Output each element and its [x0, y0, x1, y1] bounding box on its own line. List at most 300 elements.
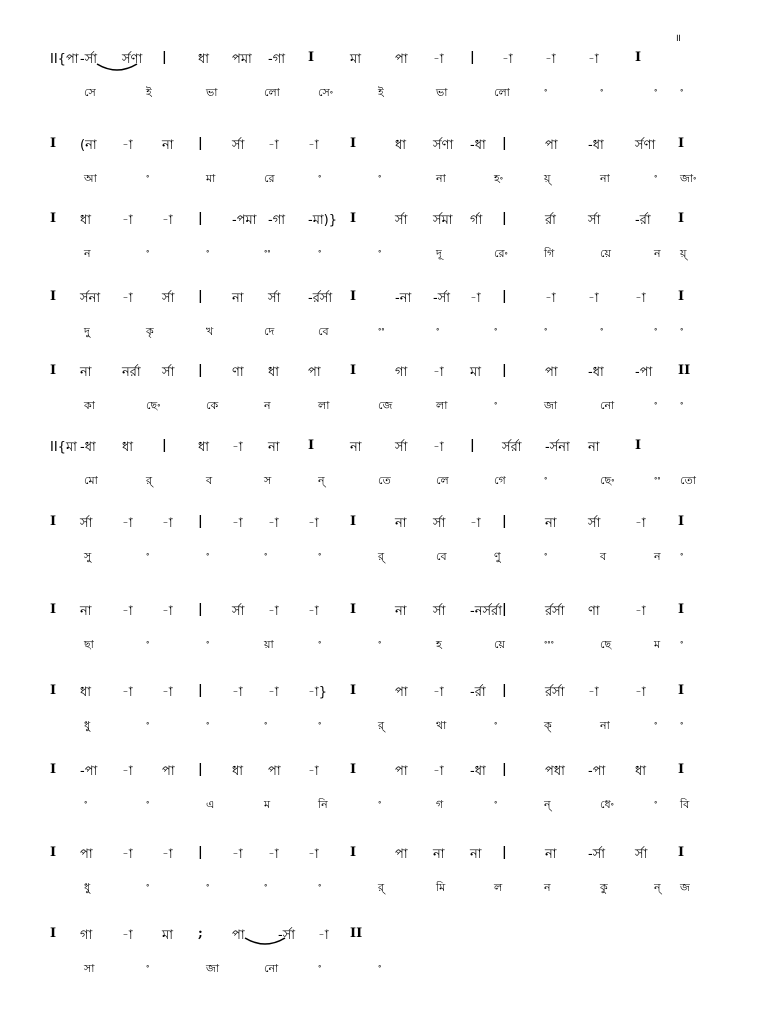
bar-line: I [350, 136, 357, 151]
lyric-syllable: নো [264, 962, 279, 975]
bar-line: | [502, 845, 507, 860]
lyric-syllable: ভা [436, 86, 448, 99]
lyric-syllable: মা [206, 172, 216, 185]
lyric-syllable: ন্ [544, 798, 551, 811]
note: পমা [232, 52, 252, 67]
note: -র্সা [278, 928, 296, 943]
lyric-syllable: ৽ [680, 397, 684, 410]
lyric-syllable: ৽ [600, 323, 604, 336]
notes-line [50, 926, 720, 948]
bar-line: | [198, 211, 203, 226]
note: না [545, 847, 557, 862]
bar-line: II [350, 926, 363, 941]
bar-line: | [502, 211, 507, 226]
lyrics-line [50, 879, 720, 901]
note: -া [122, 847, 133, 862]
notes-line [50, 211, 720, 233]
note: -া [122, 604, 133, 619]
lyric-syllable: জে [378, 399, 393, 412]
lyric-syllable: ৽৽৽ [544, 636, 554, 649]
note: II{পা [50, 52, 79, 67]
bar-line: I [635, 50, 642, 65]
note: -ধা [588, 138, 604, 153]
lyric-syllable: গ [436, 798, 444, 811]
note: -া [635, 685, 646, 700]
bar-line: I [350, 683, 357, 698]
lyric-syllable: ৽ [206, 245, 210, 258]
note: -মা)} [308, 213, 338, 228]
lyric-syllable: ৽ [146, 717, 150, 730]
note: -া [162, 847, 173, 862]
note: -পা [588, 764, 606, 779]
note: -া [122, 291, 133, 306]
lyric-syllable: ৽ [318, 548, 322, 561]
note: -া [318, 928, 329, 943]
bar-line: I [350, 363, 357, 378]
lyric-syllable: ৽ [600, 84, 604, 97]
note: না [588, 440, 600, 455]
note: পা [395, 847, 408, 862]
lyric-syllable: ছে [600, 638, 612, 651]
bar-line: I [50, 845, 57, 860]
lyric-syllable: ৽ [544, 548, 548, 561]
lyric-syllable: খ [206, 325, 214, 338]
lyric-syllable: র্ [378, 881, 385, 894]
lyric-syllable: দূ [436, 247, 442, 260]
slur-mark [244, 936, 286, 950]
note: -গা [268, 213, 285, 228]
bar-line: I [50, 602, 57, 617]
lyric-syllable: লো [264, 86, 280, 99]
bar-line: I [678, 514, 685, 529]
note: র্সা [232, 138, 245, 153]
lyric-syllable: ৽ [264, 879, 268, 892]
note: র্রর্সা [545, 604, 565, 619]
note: ণা [232, 365, 244, 380]
bar-line: | [198, 762, 203, 777]
lyric-syllable: ৽ [318, 960, 322, 973]
lyric-syllable: ম [654, 638, 661, 651]
note: পা [395, 685, 408, 700]
note: -র্রা [470, 685, 486, 700]
lyric-syllable: ৽ [544, 84, 548, 97]
notes-line [50, 602, 720, 624]
lyrics-line [50, 960, 720, 982]
lyric-syllable: ৽ [318, 636, 322, 649]
note: না [80, 365, 92, 380]
lyrics-line [50, 548, 720, 570]
note: -র্রর্সা [308, 291, 333, 306]
note: -া [162, 213, 173, 228]
note: পা [395, 52, 408, 67]
note: -র্সা [433, 291, 451, 306]
lyric-syllable: রে [264, 172, 275, 185]
lyric-syllable: ৽ [206, 717, 210, 730]
bar-line: I [50, 211, 57, 226]
lyric-syllable: ৽ [146, 170, 150, 183]
lyric-syllable: ৽ [680, 84, 684, 97]
note: ধা [232, 764, 244, 779]
note: পা [232, 928, 245, 943]
note: ধা [80, 213, 92, 228]
note: -া [308, 847, 319, 862]
lyric-syllable: সে৽ [318, 86, 334, 99]
note: -া [433, 764, 444, 779]
lyric-syllable: কা [84, 399, 95, 412]
notes-line [50, 762, 720, 784]
note: না [232, 291, 244, 306]
lyric-syllable: গি [544, 247, 555, 260]
note: র্সা [395, 213, 408, 228]
note: -না [395, 291, 412, 306]
lyric-syllable: কৃ [146, 325, 154, 338]
lyric-syllable: ৽৽ [378, 323, 385, 336]
note: -র্রা [635, 213, 651, 228]
note: র্সা [232, 604, 245, 619]
bar-line: | [198, 602, 203, 617]
note: -ধা [470, 138, 486, 153]
lyric-syllable: নো [600, 399, 615, 412]
lyric-syllable: সু [84, 550, 92, 563]
bar-line: | [198, 289, 203, 304]
lyric-syllable: ৽ [206, 636, 210, 649]
lyric-syllable: ৽৽ [264, 245, 271, 258]
lyric-syllable: ৽৽ [654, 472, 661, 485]
note: না [395, 604, 407, 619]
bar-line: I [308, 50, 315, 65]
lyric-syllable: হ৽ [494, 172, 504, 185]
lyric-syllable: ন্ [318, 474, 325, 487]
note: -া [433, 685, 444, 700]
bar-line: | [198, 514, 203, 529]
lyric-syllable: ন [264, 399, 271, 412]
bar-line: I [50, 926, 57, 941]
note: পা [80, 847, 93, 862]
note: -া [232, 440, 243, 455]
lyric-syllable: ৽ [654, 170, 658, 183]
note: -া [470, 291, 481, 306]
note: র্রা [545, 213, 556, 228]
notes-line [50, 289, 720, 311]
bar-line: | [470, 50, 475, 65]
lyric-syllable: ম [264, 798, 271, 811]
lyric-syllable: ৽ [378, 245, 382, 258]
lyric-syllable: আ [84, 172, 97, 185]
note: -া [122, 685, 133, 700]
note: -া [162, 604, 173, 619]
note: মা [470, 365, 481, 380]
note: -া} [308, 685, 327, 700]
note: -া [268, 516, 279, 531]
note: গা [80, 928, 93, 943]
note: -ধা [588, 365, 604, 380]
note: -া [545, 291, 556, 306]
notes-line [50, 845, 720, 867]
lyric-syllable: ৽ [84, 796, 88, 809]
bar-line: | [198, 363, 203, 378]
note: -া [588, 291, 599, 306]
lyric-syllable: ক্ [544, 719, 552, 732]
lyric-syllable: ৽ [318, 879, 322, 892]
note: -ধা [80, 440, 96, 455]
bar-line: I [678, 683, 685, 698]
lyric-syllable: য়্ [544, 172, 551, 185]
lyric-syllable: হ [436, 638, 442, 651]
bar-line: I [678, 136, 685, 151]
note: -পা [635, 365, 653, 380]
note: -া [268, 138, 279, 153]
lyric-syllable: লা [436, 399, 448, 412]
bar-line: I [50, 136, 57, 151]
note: না [545, 516, 557, 531]
lyric-syllable: জা৽ [680, 172, 697, 185]
note: না [268, 440, 280, 455]
lyric-syllable: ণু [494, 550, 501, 563]
lyric-syllable: মি [436, 881, 446, 894]
note: -া [232, 685, 243, 700]
bar-line: I [678, 602, 685, 617]
lyric-syllable: ৽ [494, 397, 498, 410]
note: পা [308, 365, 321, 380]
lyric-syllable: ছে৽ [600, 474, 615, 487]
note: -া [308, 138, 319, 153]
note: II{মা [50, 440, 77, 455]
bar-line: I [635, 438, 642, 453]
lyric-syllable: গে [494, 474, 506, 487]
bar-line: I [350, 289, 357, 304]
lyrics-line [50, 717, 720, 739]
note: না [395, 516, 407, 531]
note: পা [545, 365, 558, 380]
lyric-syllable: থা [436, 719, 447, 732]
note: পা [268, 764, 281, 779]
bar-line: I [678, 289, 685, 304]
lyric-syllable: ছা [84, 638, 94, 651]
note: -া [588, 685, 599, 700]
lyric-syllable: লে [436, 474, 449, 487]
lyric-syllable: ৽ [378, 636, 382, 649]
lyric-syllable: ৽ [206, 548, 210, 561]
note: ধা [80, 685, 92, 700]
lyric-syllable: ন [544, 881, 551, 894]
lyric-syllable: ৽ [378, 796, 382, 809]
notes-line [50, 514, 720, 536]
lyric-syllable: ৽ [654, 717, 658, 730]
note: ণা [588, 604, 600, 619]
lyric-syllable: ৽ [654, 323, 658, 336]
note: র্সা [268, 291, 281, 306]
note: -া [635, 516, 646, 531]
lyric-syllable: ব [206, 474, 213, 487]
note: পা [545, 138, 558, 153]
lyric-syllable: সা [84, 962, 95, 975]
lyric-syllable: জা [206, 962, 220, 975]
lyric-syllable: ৽ [378, 170, 382, 183]
lyric-syllable: র্ [378, 719, 385, 732]
bar-line: I [50, 289, 57, 304]
note: -ধা [470, 764, 486, 779]
bar-line: | [502, 683, 507, 698]
bar-line: | [502, 602, 507, 617]
note: -া [635, 604, 646, 619]
note: মা [350, 52, 361, 67]
note: র্সমা [433, 213, 453, 228]
lyric-syllable: ৽ [318, 717, 322, 730]
note: -র্সা [80, 52, 98, 67]
note: -া [162, 516, 173, 531]
lyric-syllable: না [600, 719, 610, 732]
bar-line: | [502, 136, 507, 151]
note: পা [395, 764, 408, 779]
lyric-syllable: ধু [84, 719, 91, 732]
note: র্সণা [635, 138, 656, 153]
bar-line: I [50, 363, 57, 378]
bar-line: I [308, 438, 315, 453]
lyric-syllable: ৽ [146, 960, 150, 973]
notes-line [50, 363, 720, 385]
note: -া [308, 764, 319, 779]
note: -া [545, 52, 556, 67]
lyric-syllable: কে [206, 399, 219, 412]
note: র্সা [80, 516, 93, 531]
notes-line [50, 683, 720, 705]
lyric-syllable: ৽ [494, 323, 498, 336]
note: র্সণা [122, 52, 143, 67]
bar-line: | [502, 762, 507, 777]
lyric-syllable: ৽ [494, 717, 498, 730]
note: -া [232, 847, 243, 862]
bar-line: ; [198, 926, 203, 941]
lyric-syllable: ৽ [544, 472, 548, 485]
lyric-syllable: ন্ [654, 881, 661, 894]
note: -া [433, 440, 444, 455]
bar-line: | [502, 363, 507, 378]
note: ধা [198, 440, 210, 455]
lyric-syllable: ল [494, 881, 503, 894]
note: না [433, 847, 445, 862]
bar-line: I [350, 762, 357, 777]
bar-line: I [50, 514, 57, 529]
lyric-syllable: ৽ [494, 796, 498, 809]
lyric-syllable: ৽ [680, 548, 684, 561]
note: -া [122, 764, 133, 779]
note: -পমা [232, 213, 257, 228]
note: -গা [268, 52, 285, 67]
bar-line: I [50, 683, 57, 698]
lyric-syllable: ৽ [146, 245, 150, 258]
lyric-syllable: তো [680, 474, 696, 487]
lyric-syllable: ৽ [544, 323, 548, 336]
note: র্সা [162, 365, 175, 380]
note: -া [122, 213, 133, 228]
lyric-syllable: ধে৽ [600, 798, 614, 811]
lyric-syllable: দে [264, 325, 275, 338]
note: -া [433, 52, 444, 67]
note: -া [308, 604, 319, 619]
lyric-syllable: ই [378, 86, 384, 99]
notes-line [50, 50, 720, 72]
lyric-syllable: ৽ [318, 170, 322, 183]
lyric-syllable: ৽ [318, 245, 322, 258]
note: -া [308, 516, 319, 531]
note: (না [80, 138, 97, 153]
lyrics-line [50, 636, 720, 658]
lyric-syllable: ৽ [654, 84, 658, 97]
note: ধা [395, 138, 407, 153]
lyric-syllable: ৽ [680, 323, 684, 336]
note: র্সণা [433, 138, 454, 153]
lyric-syllable: নি [318, 798, 328, 811]
note: ধা [268, 365, 280, 380]
lyric-syllable: ন [84, 247, 91, 260]
lyric-syllable: ছে৽ [146, 399, 161, 412]
note: -া [433, 365, 444, 380]
lyric-syllable: ৽ [146, 548, 150, 561]
notes-line [50, 136, 720, 158]
lyric-syllable: তে [378, 474, 391, 487]
note: -া [470, 516, 481, 531]
note: -া [122, 928, 133, 943]
note: -া [268, 847, 279, 862]
lyric-syllable: দু [84, 325, 90, 338]
lyrics-line [50, 397, 720, 419]
lyric-syllable: ৽ [264, 717, 268, 730]
lyric-syllable: জ [680, 881, 690, 894]
bar-line: | [502, 514, 507, 529]
lyric-syllable: লা [318, 399, 330, 412]
lyric-syllable: ন [654, 550, 661, 563]
lyric-syllable: ৽ [378, 960, 382, 973]
bar-line: | [502, 289, 507, 304]
bar-line: I [678, 211, 685, 226]
note: -া [502, 52, 513, 67]
lyric-syllable: মো [84, 474, 98, 487]
bar-line: | [162, 50, 167, 65]
note: -পা [80, 764, 98, 779]
note: -া [268, 604, 279, 619]
lyric-syllable: ন [654, 247, 661, 260]
note: -া [268, 685, 279, 700]
slur-mark [96, 62, 138, 76]
note: -র্সনা [545, 440, 570, 455]
bar-line: I [350, 845, 357, 860]
lyric-syllable: য়্ [680, 247, 687, 260]
note: র্সা [395, 440, 408, 455]
note: -র্সা [588, 847, 606, 862]
bar-line: I [350, 514, 357, 529]
note: ধা [198, 52, 210, 67]
bar-line: I [50, 762, 57, 777]
lyric-syllable: সে [84, 86, 96, 99]
lyric-syllable: বি [680, 798, 690, 811]
note: পধা [545, 764, 565, 779]
bar-line: | [162, 438, 167, 453]
note: ধা [122, 440, 134, 455]
note: র্সা [162, 291, 175, 306]
lyric-syllable: ৽ [680, 636, 684, 649]
note: র্সনা [80, 291, 101, 306]
lyric-syllable: জা [544, 399, 558, 412]
lyric-syllable: রে৽ [494, 247, 508, 260]
lyric-syllable: ধু [84, 881, 91, 894]
lyric-syllable: ভা [206, 86, 218, 99]
lyric-syllable: ৽ [654, 796, 658, 809]
note: র্সা [588, 213, 601, 228]
note: -া [122, 516, 133, 531]
note: গা [395, 365, 408, 380]
note: -া [635, 291, 646, 306]
lyric-syllable: য়ে [494, 638, 505, 651]
